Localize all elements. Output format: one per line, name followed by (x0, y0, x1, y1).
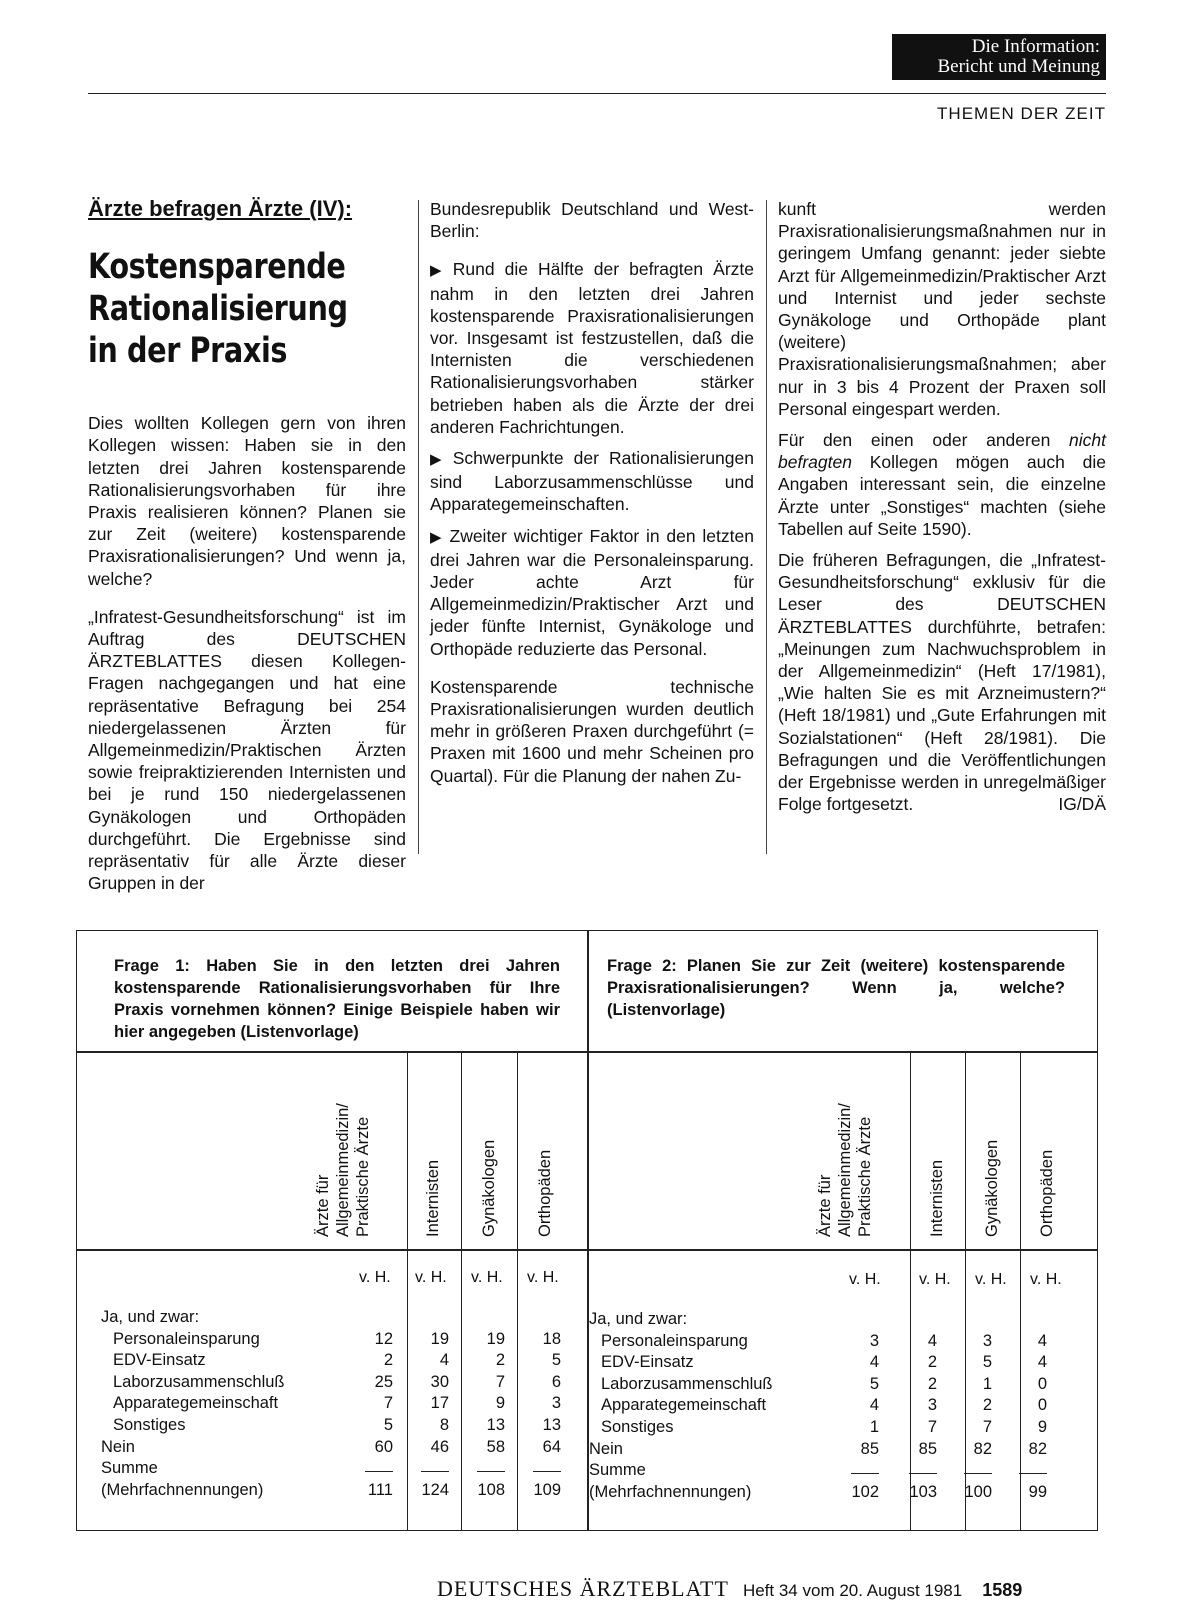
column-rule (461, 1051, 462, 1531)
bullet-text: Zweiter wichtiger Faktor in den letzten drei Jahren war die Personaleinsparung. Jeder achte Arzt für Allgemeinmedizin/Praktischer Arzt und jeder fünfte Internist, Gynäkologe und Orthopäde reduzierte das Personal. (430, 525, 754, 659)
table-cell: 8 (439, 1416, 449, 1434)
table-cell: 17 (430, 1394, 449, 1412)
unit-label: v. H. (359, 1269, 391, 1286)
sum-underline (964, 1473, 992, 1474)
body-paragraph: Bundesrepublik Deutschland und West-Berlin: (430, 199, 754, 242)
headline-line-1: Kostensparende (88, 247, 346, 288)
sum-underline (421, 1471, 449, 1472)
unit-label: v. H. (471, 1269, 503, 1286)
bullet-paragraph (430, 447, 754, 516)
table-cell: 19 (486, 1330, 505, 1348)
sum-cell: 124 (421, 1481, 449, 1499)
table-cell: 82 (1028, 1440, 1047, 1458)
col-header-internisten: Internisten (424, 1159, 442, 1237)
row-label-mehrfach: (Mehrfachnennungen) (101, 1481, 264, 1499)
col-header-internisten: Internisten (928, 1159, 946, 1237)
col-header-gynaekologen: Gynäkologen (983, 1139, 1001, 1237)
headline-line-3: in der Praxis (88, 331, 288, 372)
col-header-allgemeinmedizin (313, 1103, 373, 1237)
table-cell: 9 (1037, 1418, 1047, 1436)
sum-underline (365, 1471, 393, 1472)
header-line: Praktische Ärzte (354, 1116, 372, 1237)
sum-underline (533, 1471, 561, 1472)
column-rule (407, 1051, 408, 1531)
table-cell: 13 (542, 1416, 561, 1434)
article-column-1 (88, 198, 406, 903)
bullet-paragraph (430, 525, 754, 660)
bullet-text: Rund die Hälfte der befragten Ärzte nahm in den letzten drei Jahren kostensparende Praxisrationalisierungen vor. Insgesamt ist festzustellen, daß die Internisten die verschiedenen Rationalisierungsvorhaben stärker betrieben haben als die Ärzte der drei anderen Fachrichtungen. (430, 259, 754, 437)
page-footer (437, 1576, 1022, 1602)
table-cell: 4 (1037, 1332, 1047, 1350)
table-cell: 2 (495, 1351, 505, 1369)
row-label-ja: Ja, und zwar: (589, 1310, 688, 1328)
table-cell: 3 (869, 1332, 879, 1350)
table-cell: 0 (1037, 1375, 1047, 1393)
table-cell: 30 (430, 1373, 449, 1391)
table-cell: 6 (551, 1373, 561, 1391)
headline (88, 246, 400, 372)
table-cell: 7 (927, 1418, 937, 1436)
row-label-edv: EDV-Einsatz (113, 1351, 206, 1369)
row-label-ja: Ja, und zwar: (101, 1308, 200, 1326)
sum-cell: 111 (367, 1481, 393, 1499)
col-header-allgemeinmedizin (815, 1103, 875, 1237)
journal-name: DEUTSCHES ÄRZTEBLATT (437, 1576, 729, 1601)
table-cell: 12 (374, 1330, 393, 1348)
text-run: Kollegen mögen auch die Angaben interessant sein, die einzelne Ärzte unter „Sonstiges“ machten (siehe Tabellen auf Seite 1590). (778, 452, 1106, 539)
table-cell: 85 (860, 1440, 879, 1458)
header-line: Allgemeinmedizin/ (334, 1103, 352, 1237)
table-cell: 85 (918, 1440, 937, 1458)
table-cell: 18 (542, 1330, 561, 1348)
issue-info: Heft 34 vom 20. August 1981 (742, 1581, 963, 1600)
row-label-nein: Nein (101, 1438, 135, 1456)
table-cell: 3 (982, 1332, 992, 1350)
sum-underline (909, 1473, 937, 1474)
triangle-bullet-icon: ▶ (430, 451, 447, 469)
table-cell: 4 (439, 1351, 449, 1369)
row-label-labor: Laborzusammenschluß (113, 1373, 285, 1391)
table-cell: 19 (430, 1330, 449, 1348)
header-line: Ärzte für (816, 1174, 834, 1237)
table-cell: 64 (542, 1438, 561, 1456)
unit-label: v. H. (919, 1271, 951, 1288)
row-label-mehrfach: (Mehrfachnennungen) (589, 1483, 752, 1501)
unit-label: v. H. (1030, 1271, 1062, 1288)
col-header-orthopaeden: Orthopäden (536, 1149, 554, 1237)
question-2: Frage 2: Planen Sie zur Zeit (weitere) kostensparende Praxisrationalisierungen? Wenn ja, welche? (Listenvorlage) (607, 957, 1065, 1019)
column-divider (418, 200, 419, 854)
sum-underline (1019, 1473, 1047, 1474)
table-cell: 5 (982, 1353, 992, 1371)
table-cell: 9 (495, 1394, 505, 1412)
text-run: Die früheren Befragungen, die „Infratest-Gesundheitsforschung“ exklusiv für die Leser des DEUTSCHEN ÄRZTEBLATTES durchführte, betrafen: „Meinungen zum Nachwuchsproblem in der Allgemeinmedizin“ (Heft 17/1981), „Wie halten Sie es mit Arzneimustern?“ (Heft 18/1981) und „Gute Erfahrungen mit Sozialstationen“ (Heft 28/1981). Die Befragungen und die Veröffentlichungen der Ergebnisse werden in unregelmäßiger Folge fortgesetzt. (778, 550, 1106, 815)
body-paragraph: Kostensparende technische Praxisrationalisierungen wurden deutlich mehr in größeren Praxen durchgeführt (= Praxen mit 1600 und mehr Scheinen pro Quartal). Für die Planung der nahen Zu- (430, 676, 754, 786)
sum-cell: 108 (477, 1481, 505, 1499)
body-paragraph: „Infratest-Gesundheitsforschung“ ist im Auftrag des DEUTSCHEN ÄRZTEBLATTES diesen Kollegen-Fragen nachgegangen und hat eine repräsentative Befragung bei 254 niedergelassenen Ärzten für Allgemeinmedizin/Praktischen Ärzten sowie freipraktizierenden Internisten und bei je rund 150 niedergelassenen Gynäkologen und Orthopäden durchgeführt. Die Ergebnisse sind repräsentativ für alle Ärzte dieser Gruppen in der (88, 606, 406, 894)
body-paragraph: kunft werden Praxisrationalisierungsmaßnahmen nur in geringem Umfang genannt: jeder siebte Arzt für Allgemeinmedizin/Praktischer Arzt und Internist und jeder sechste Gynäkologe und Orthopäde plant (weitere) Praxisrationalisierungsmaßnahmen; aber nur in 3 bis 4 Prozent der Praxen soll Personal eingespart werden. (778, 199, 1106, 419)
table-rule (77, 1249, 1097, 1251)
table-cell: 3 (551, 1394, 561, 1412)
article-column-3 (778, 198, 1106, 824)
sum-cell: 103 (909, 1483, 937, 1501)
table-cell: 2 (383, 1351, 393, 1369)
row-label-nein: Nein (589, 1440, 623, 1458)
table-cell: 3 (927, 1396, 937, 1414)
header-line: Ärzte für (314, 1174, 332, 1237)
table-cell: 2 (927, 1375, 937, 1393)
rubric-line-1: Die Information: (971, 36, 1100, 57)
emphasis-text: nicht befragten (778, 430, 1106, 473)
table-cell: 46 (430, 1438, 449, 1456)
bullet-text: Schwerpunkte der Rationalisierungen sind Laborzusammenschlüsse und Apparategemeinschaften. (430, 448, 754, 515)
col-header-orthopaeden: Orthopäden (1038, 1149, 1056, 1237)
col-header-gynaekologen: Gynäkologen (480, 1139, 498, 1237)
table-cell: 0 (1037, 1396, 1047, 1414)
table-cell: 4 (869, 1396, 879, 1414)
triangle-bullet-icon: ▶ (430, 262, 447, 280)
page-number: 1589 (982, 1580, 1023, 1600)
unit-label: v. H. (975, 1271, 1007, 1288)
table-cell: 25 (374, 1373, 393, 1391)
header-line: Allgemeinmedizin/ (836, 1103, 854, 1237)
header-line: Praktische Ärzte (856, 1116, 874, 1237)
table-cell: 7 (982, 1418, 992, 1436)
sum-underline (477, 1471, 505, 1472)
row-label-summe: Summe (589, 1461, 646, 1479)
row-label-apparate: Apparategemeinschaft (601, 1396, 767, 1414)
column-rule (517, 1051, 518, 1531)
sum-cell: 102 (851, 1483, 879, 1501)
table-cell: 1 (982, 1375, 992, 1393)
row-label-edv: EDV-Einsatz (601, 1353, 694, 1371)
row-label-labor: Laborzusammenschluß (601, 1375, 773, 1393)
body-paragraph (778, 549, 1106, 815)
rubric-badge (892, 34, 1106, 80)
table-cell: 1 (869, 1418, 879, 1436)
table-cell: 4 (869, 1353, 879, 1371)
table-cell: 2 (982, 1396, 992, 1414)
table-cell: 5 (383, 1416, 393, 1434)
unit-label: v. H. (849, 1271, 881, 1288)
row-label-personal: Personaleinsparung (113, 1330, 260, 1348)
header-rule (88, 93, 1106, 94)
series-title: Ärzte befragen Ärzte (IV): (88, 196, 353, 221)
section-label: THEMEN DER ZEIT (937, 104, 1106, 123)
unit-label: v. H. (527, 1269, 559, 1286)
sum-underline (851, 1473, 879, 1474)
row-label-sonstiges: Sonstiges (113, 1416, 186, 1434)
table-cell: 4 (927, 1332, 937, 1350)
row-label-summe: Summe (101, 1459, 158, 1477)
text-run: Für den einen oder anderen (778, 430, 1051, 451)
rubric-line-2: Bericht und Meinung (937, 56, 1100, 77)
table-cell: 5 (869, 1375, 879, 1393)
table-cell: 7 (495, 1373, 505, 1391)
sum-cell: 99 (1028, 1483, 1047, 1501)
table-cell: 7 (383, 1394, 393, 1412)
sum-cell: 109 (533, 1481, 561, 1499)
row-label-personal: Personaleinsparung (601, 1332, 748, 1350)
table-cell: 5 (551, 1351, 561, 1369)
table-cell: 4 (1037, 1353, 1047, 1371)
body-paragraph (778, 429, 1106, 540)
table-cell: 82 (973, 1440, 992, 1458)
lead-paragraph: Dies wollten Kollegen gern von ihren Kollegen wissen: Haben sie in den letzten drei Jahren kostensparende Rationalisierungsvorhaben für ihre Praxis realisieren können? Planen sie zur Zeit (weitere) kostensparende Praxisrationalisierungen? Und wenn ja, welche? (88, 413, 406, 589)
bullet-paragraph (430, 258, 754, 438)
table-cell: 2 (927, 1353, 937, 1371)
table-cell: 60 (374, 1438, 393, 1456)
question-1: Frage 1: Haben Sie in den letzten drei Jahren kostensparende Rationalisierungsvorhaben für Ihre Praxis vornehmen können? Einige Beispiele haben wir hier angegeben (Listenvorlage) (114, 957, 560, 1041)
author-signature: IG/DÄ (1058, 794, 1106, 815)
survey-table (76, 930, 1098, 1531)
triangle-bullet-icon: ▶ (430, 528, 444, 546)
table-cell: 58 (486, 1438, 505, 1456)
article-column-2 (430, 198, 754, 796)
table-rule (77, 1051, 1097, 1053)
unit-label: v. H. (415, 1269, 447, 1286)
row-label-apparate: Apparategemeinschaft (113, 1394, 279, 1412)
sum-cell: 100 (964, 1483, 992, 1501)
column-divider (766, 200, 767, 854)
headline-line-2: Rationalisierung (88, 289, 348, 330)
row-label-sonstiges: Sonstiges (601, 1418, 674, 1436)
table-cell: 13 (486, 1416, 505, 1434)
